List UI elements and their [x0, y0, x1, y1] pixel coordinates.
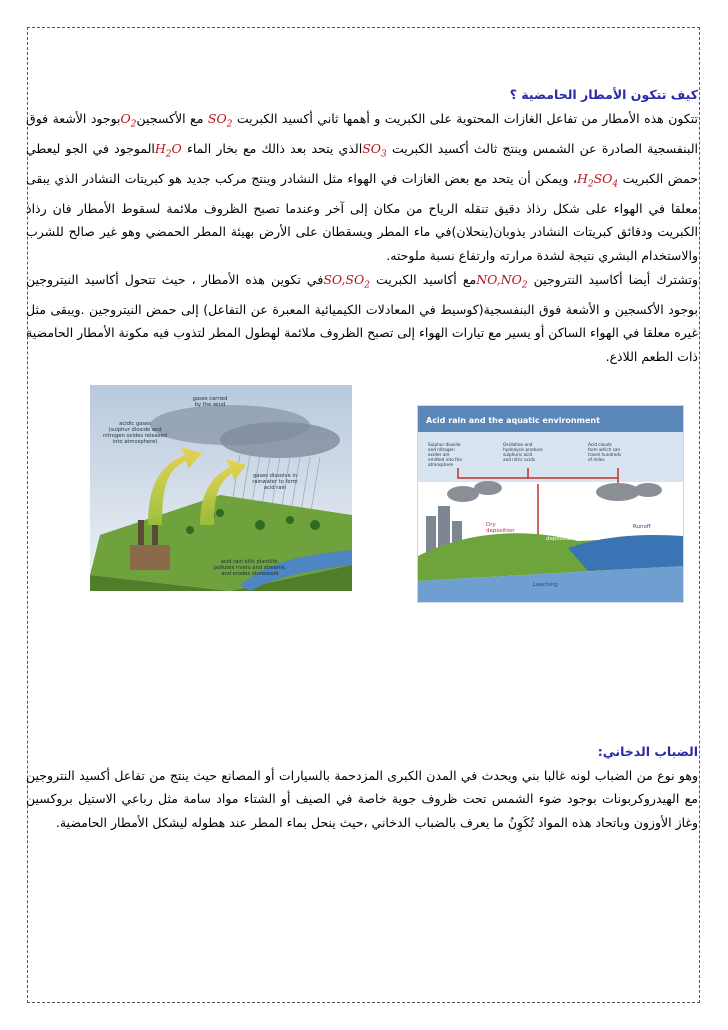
svg-text:pollutes rivers and streams,: pollutes rivers and streams,: [213, 565, 287, 571]
svg-text:oxides are: oxides are: [428, 452, 450, 457]
section-heading-smog: الضباب الدخاني:: [597, 744, 698, 759]
acid-rain-cycle-figure: [90, 385, 352, 591]
svg-text:sulphuric acid: sulphuric acid: [503, 452, 533, 457]
text-run: وتشترك أيضا أكاسيد النتروجين: [527, 271, 698, 287]
formula-nox: $NO,NO_2$: [476, 271, 528, 291]
paragraph-sulfur-oxides: [26, 107, 698, 268]
section-acid-rain-formation: [26, 83, 698, 369]
formula-so3: $SO_3$: [362, 140, 387, 160]
svg-text:acid rain: acid rain: [263, 485, 287, 491]
fig2-local: Local wet: [546, 530, 573, 536]
section-smog: [26, 740, 698, 834]
fig2-title: Acid rain and the aquatic environment: [426, 416, 600, 425]
fig2-leaching: Leaching: [533, 582, 558, 588]
text-run: مع أكاسيد الكبريت: [369, 271, 477, 287]
fig1-label-acidic-gases: acidic gases: [119, 421, 151, 427]
svg-text:and erodes stonework: and erodes stonework: [221, 571, 279, 577]
aquatic-environment-figure: [417, 405, 684, 603]
text-run: ، ويمكن أن يتحد مع بعض الغازات في الهواء مثل النشادر وينتج مركب جديد هو كبريتات النشادر الذي يبقى معلقا في الهواء على شكل رذاذ دقيق تنقله الرياح من مكان إلى آخر وعندما تصبح الظروف ملائمة لسقوط الأمطار فان رذاذ الكبريت ودقائق كبريتات النشادر يذوبان(ينحلان)في ماء المطر ويسقطان على الأرض بهيئة المطر الحمضي وهو غير صالح للشرب والاستخدام البشري نتيجة لشدة مرارته وارتفاع نسبة ملوحته.: [26, 170, 698, 264]
text-run: في تكوين هذه الأمطار ، حيث تتحول أكاسيد النيتروجين بوجود الأكسجين و الأشعة فوق البنفسجية(كوسيط في المعادلات الكيميائية المعبرة عن التفاعل) إلى حمض النيتروجين .ويبقى مثل غيره معلقا في الهواء الساكن أو يسير مع تيارات الهواء إلى تصبح الظروف ملائمة لهطول المطر لتذوب فيه مكونة الأمطار الحامضية ذات الطعم اللاذع.: [26, 271, 698, 364]
svg-text:rainwater to form: rainwater to form: [252, 479, 298, 485]
svg-text:emitted into the: emitted into the: [428, 457, 462, 462]
fig1-label-acid-rain-kills: acid rain kills plantlife,: [220, 559, 280, 565]
svg-text:hydrolysis produce: hydrolysis produce: [503, 447, 543, 452]
text-run: بوجود الأشعة فوق البنفسجية الصادرة عن الشمس وينتج ثالث أكسيد الكبريت: [26, 110, 698, 156]
fig1-label-gases-dissolve: gases dissolve in: [252, 473, 298, 479]
text-run: الذي يتحد بعد ذالك مع بخار الماء: [181, 140, 363, 156]
svg-text:deposition: deposition: [546, 536, 575, 542]
svg-text:of miles: of miles: [588, 457, 605, 462]
formula-h2o: $H_2O$: [154, 140, 182, 160]
svg-text:(sulphur dioxide and: (sulphur dioxide and: [108, 427, 162, 433]
svg-text:atmosphere: atmosphere: [428, 462, 454, 467]
text-run: وهو نوع من الضباب لونه غالبا بني ويحدث في المدن الكبرى المزدحمة بالسيارات أو المصانع حيث ينتج من تفاعل أكسيد النتروجين مع الهيدروكربونات بوجود ضوء الشمس تحت ظروف جوية خاصة في الصيف أو الشتاء مواد سامة مثل رباعي الاستيل بروكسين وغاز الأوزون وباتحاد هذه المواد تُكَوِنُ ما يعرف بالضباب الدخاني ،حيث ينحل بماء المطر عند هطوله ليشكل الأمطار الحامضية.: [26, 767, 698, 830]
svg-text:and nitrogen: and nitrogen: [428, 447, 455, 452]
svg-text:nitrogen oxides released: nitrogen oxides released: [103, 433, 167, 439]
fig2-box3: Acid clouds: [588, 442, 612, 447]
svg-text:by the wind: by the wind: [194, 402, 226, 408]
fig2-dry: Dry: [486, 522, 496, 528]
formula-o2: $O_2$: [120, 110, 137, 130]
formula-so2: $SO_2$: [207, 110, 233, 130]
svg-text:into atmosphere): into atmosphere): [112, 439, 158, 445]
formula-sox: $SO,SO_2$: [323, 271, 370, 291]
section-heading-acid-rain: كيف تتكون الأمطار الحامضية ؟: [509, 87, 698, 102]
fig2-runoff: Runoff: [633, 524, 651, 530]
text-run: مع الأكسجين: [136, 110, 204, 126]
fig2-box2: Oxidation and: [503, 442, 533, 447]
text-run: تتكون هذه الأمطار من تفاعل الغازات المحتوية على الكبريت و أهمها ثاني أكسيد الكبريت: [232, 110, 699, 126]
formula-h2so4: $H_2SO_4$: [576, 170, 619, 190]
paragraph-nitrogen-oxides: [26, 268, 698, 369]
svg-text:travel hundreds: travel hundreds: [588, 452, 622, 457]
fig1-label-gases-carried: gases carried: [192, 396, 228, 402]
svg-text:and nitric acids: and nitric acids: [503, 457, 536, 462]
paragraph-smog: [26, 764, 698, 835]
svg-text:deposition: deposition: [486, 528, 515, 534]
svg-text:form which can: form which can: [588, 447, 621, 452]
text-run: الموجود في الجو ليعطي حمض الكبريت: [26, 140, 698, 186]
fig2-box1: Sulphur dioxide: [428, 442, 461, 447]
